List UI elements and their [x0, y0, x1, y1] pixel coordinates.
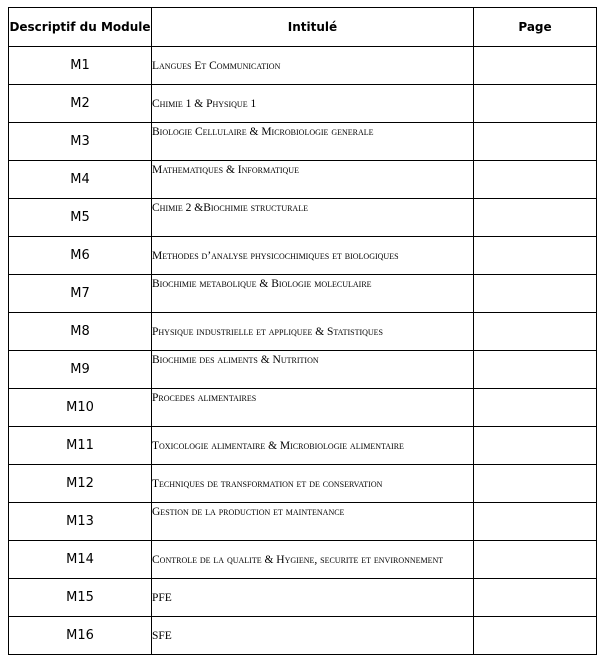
module-page: [474, 579, 597, 617]
table-row: [9, 199, 597, 237]
table-row: [9, 503, 597, 541]
module-title: PFE: [152, 579, 474, 617]
module-title: Procedes alimentaires: [152, 389, 474, 427]
table-row: [9, 161, 597, 199]
table-row: [9, 85, 597, 123]
module-code: M8: [9, 313, 152, 351]
module-page: [474, 47, 597, 85]
module-code: M12: [9, 465, 152, 503]
module-code: M5: [9, 199, 152, 237]
module-page: [474, 617, 597, 655]
module-page: [474, 427, 597, 465]
module-page: [474, 541, 597, 579]
module-title: Techniques de transformation et de conservation: [152, 465, 474, 503]
module-page: [474, 275, 597, 313]
module-title: Langues Et Communication: [152, 47, 474, 85]
module-code: M13: [9, 503, 152, 541]
table-row: [9, 617, 597, 655]
module-title: Methodes d’analyse physicochimiques et biologiques: [152, 237, 474, 275]
module-title: SFE: [152, 617, 474, 655]
module-code: M10: [9, 389, 152, 427]
module-code: M15: [9, 579, 152, 617]
header-intitule: Intitulé: [152, 8, 474, 47]
header-descriptif: Descriptif du Module: [9, 8, 152, 47]
module-title: Mathematiques & Informatique: [152, 161, 474, 199]
module-page: [474, 237, 597, 275]
table-row: [9, 275, 597, 313]
module-page: [474, 351, 597, 389]
module-page: [474, 503, 597, 541]
table-row: [9, 351, 597, 389]
table-header-row: [9, 8, 597, 47]
table-row: [9, 237, 597, 275]
module-title: Biologie Cellulaire & Microbiologie generale: [152, 123, 474, 161]
module-title: Gestion de la production et maintenance: [152, 503, 474, 541]
module-page: [474, 85, 597, 123]
module-title: Biochimie metabolique & Biologie moleculaire: [152, 275, 474, 313]
module-code: M14: [9, 541, 152, 579]
module-code: M9: [9, 351, 152, 389]
table-row: [9, 123, 597, 161]
module-title: Physique industrielle et appliquee & Statistiques: [152, 313, 474, 351]
table-row: [9, 47, 597, 85]
module-page: [474, 123, 597, 161]
table-row: [9, 313, 597, 351]
module-code: M7: [9, 275, 152, 313]
modules-table: [8, 7, 597, 655]
module-code: M16: [9, 617, 152, 655]
module-title: Controle de la qualite & Hygiene, securite et environnement: [152, 541, 474, 579]
table-row: [9, 465, 597, 503]
module-title: Chimie 2 &Biochimie structurale: [152, 199, 474, 237]
module-title: Toxicologie alimentaire & Microbiologie alimentaire: [152, 427, 474, 465]
table-row: [9, 541, 597, 579]
table-row: [9, 427, 597, 465]
module-code: M2: [9, 85, 152, 123]
module-title: Biochimie des aliments & Nutrition: [152, 351, 474, 389]
header-page: Page: [474, 8, 597, 47]
module-code: M6: [9, 237, 152, 275]
module-page: [474, 313, 597, 351]
module-page: [474, 389, 597, 427]
module-code: M1: [9, 47, 152, 85]
module-page: [474, 465, 597, 503]
module-title: Chimie 1 & Physique 1: [152, 85, 474, 123]
module-page: [474, 199, 597, 237]
table-row: [9, 389, 597, 427]
module-code: M4: [9, 161, 152, 199]
module-code: M11: [9, 427, 152, 465]
module-page: [474, 161, 597, 199]
table-row: [9, 579, 597, 617]
module-code: M3: [9, 123, 152, 161]
